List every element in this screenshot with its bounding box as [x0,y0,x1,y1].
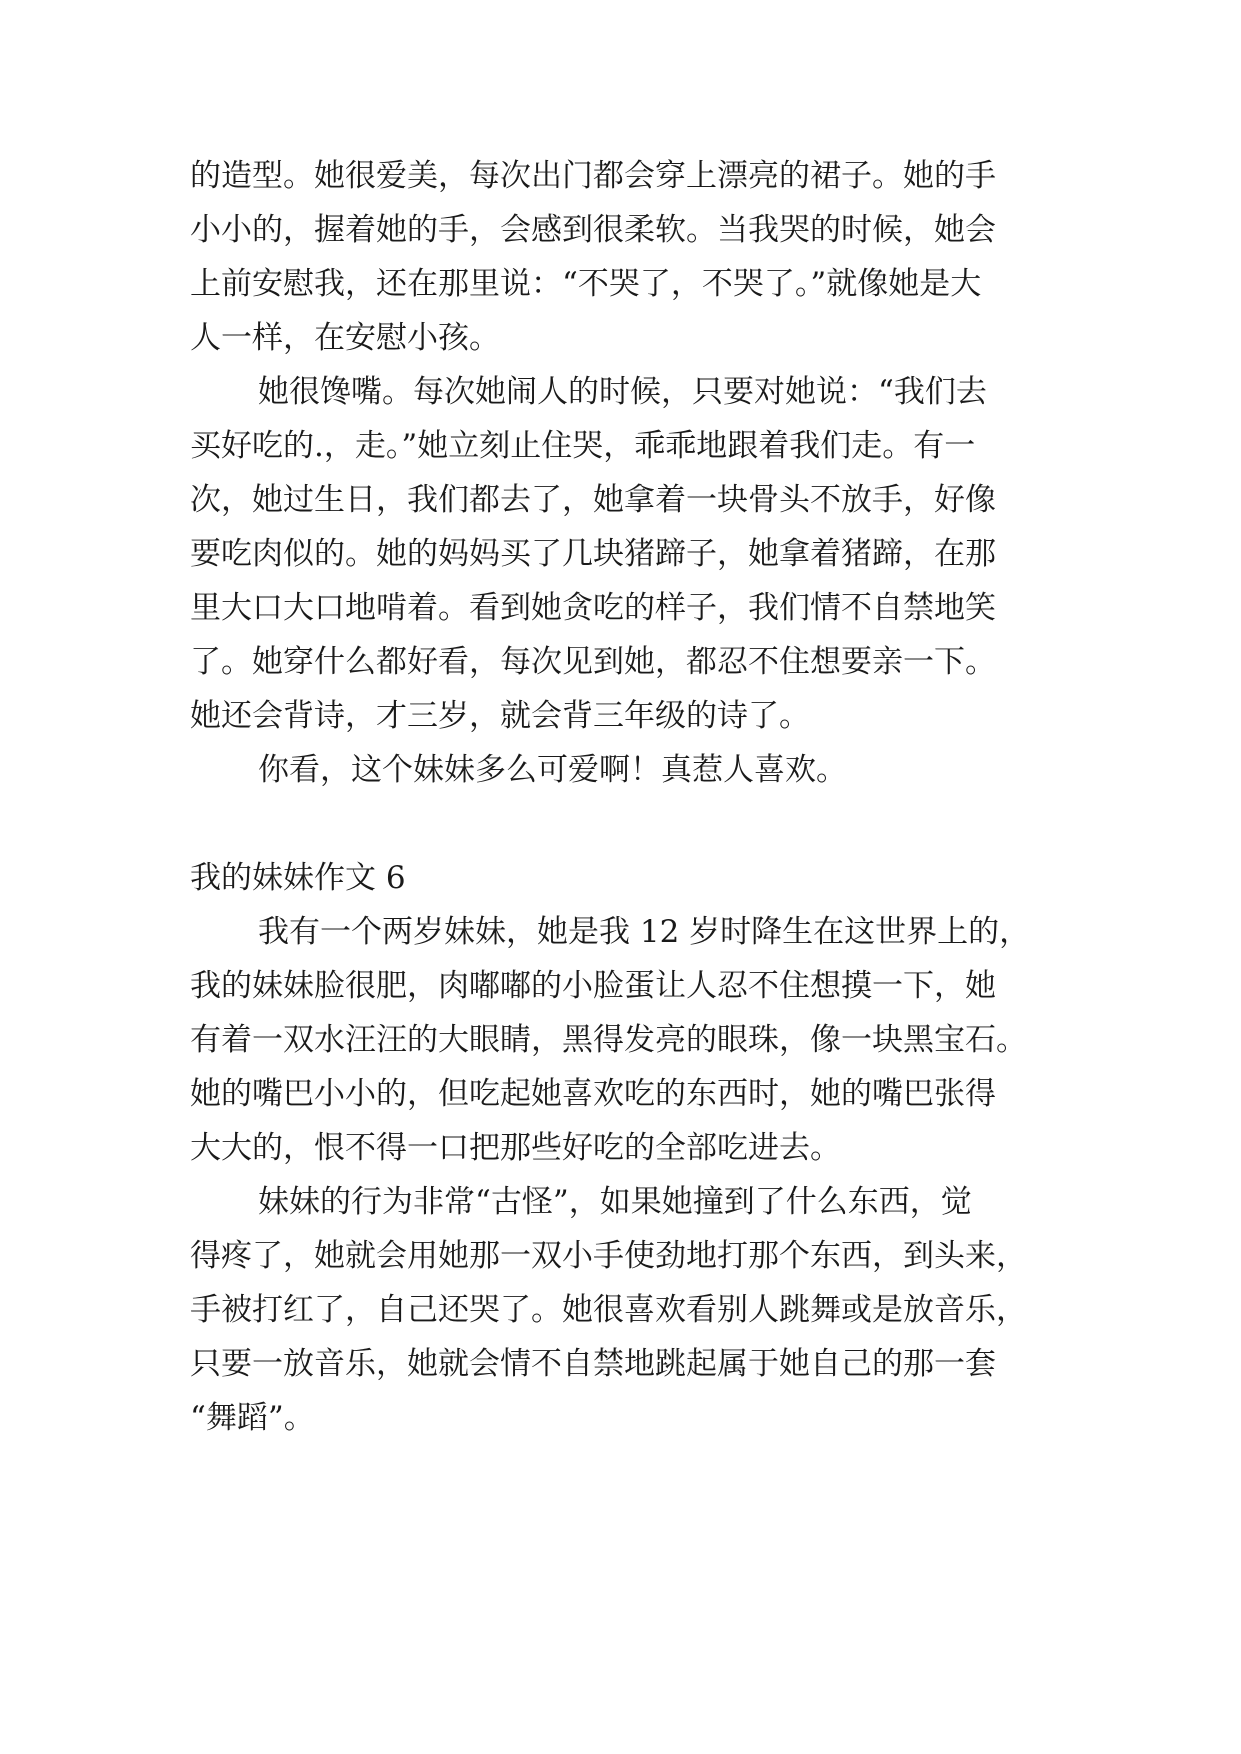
text-line: 的造型。她很爱美，每次出门都会穿上漂亮的裙子。她的手 [190,158,996,194]
text-line: 手被打红了，自己还哭了。她很喜欢看别人跳舞或是放音乐， [190,1292,1027,1328]
text-line: 上前安慰我，还在那里说：“不哭了，不哭了。”就像她是大 [190,266,982,302]
text-line: 小小的，握着她的手，会感到很柔软。当我哭的时候，她会 [190,212,996,248]
text-line: 了。她穿什么都好看，每次见到她，都忍不住想要亲一下。 [190,644,996,680]
text-line: 得疼了，她就会用她那一双小手使劲地打那个东西，到头来， [190,1238,1027,1274]
text-line: 次，她过生日，我们都去了，她拿着一块骨头不放手，好像 [190,482,996,518]
text-line: 她还会背诗，才三岁，就会背三年级的诗了。 [190,698,810,734]
text-line: 买好吃的.，走。”她立刻止住哭，乖乖地跟着我们走。有一 [190,428,976,464]
document-body [190,0,1070,1754]
text-line: 有着一双水汪汪的大眼睛，黑得发亮的眼珠，像一块黑宝石。 [190,1022,1027,1058]
section-heading: 我的妹妹作文 6 [190,860,406,896]
paragraph-first-line: 妹妹的行为非常“古怪”，如果她撞到了什么东西，觉 [258,1184,972,1220]
paragraph-first-line: 我有一个两岁妹妹，她是我 12 岁时降生在这世界上的， [258,914,1031,950]
text-line: 她的嘴巴小小的，但吃起她喜欢吃的东西时，她的嘴巴张得 [190,1076,996,1112]
paragraph-first-line: 你看，这个妹妹多么可爱啊！真惹人喜欢。 [258,752,847,788]
text-line: 只要一放音乐，她就会情不自禁地跳起属于她自己的那一套 [190,1346,996,1382]
text-line: 里大口大口地啃着。看到她贪吃的样子，我们情不自禁地笑 [190,590,996,626]
paragraph-first-line: 她很馋嘴。每次她闹人的时候，只要对她说：“我们去 [258,374,987,410]
text-line: 大大的，恨不得一口把那些好吃的全部吃进去。 [190,1130,841,1166]
text-line: 人一样，在安慰小孩。 [190,320,500,356]
text-line: “舞蹈”。 [190,1400,315,1436]
text-line: 要吃肉似的。她的妈妈买了几块猪蹄子，她拿着猪蹄，在那 [190,536,996,572]
text-line: 我的妹妹脸很肥，肉嘟嘟的小脸蛋让人忍不住想摸一下，她 [190,968,996,1004]
